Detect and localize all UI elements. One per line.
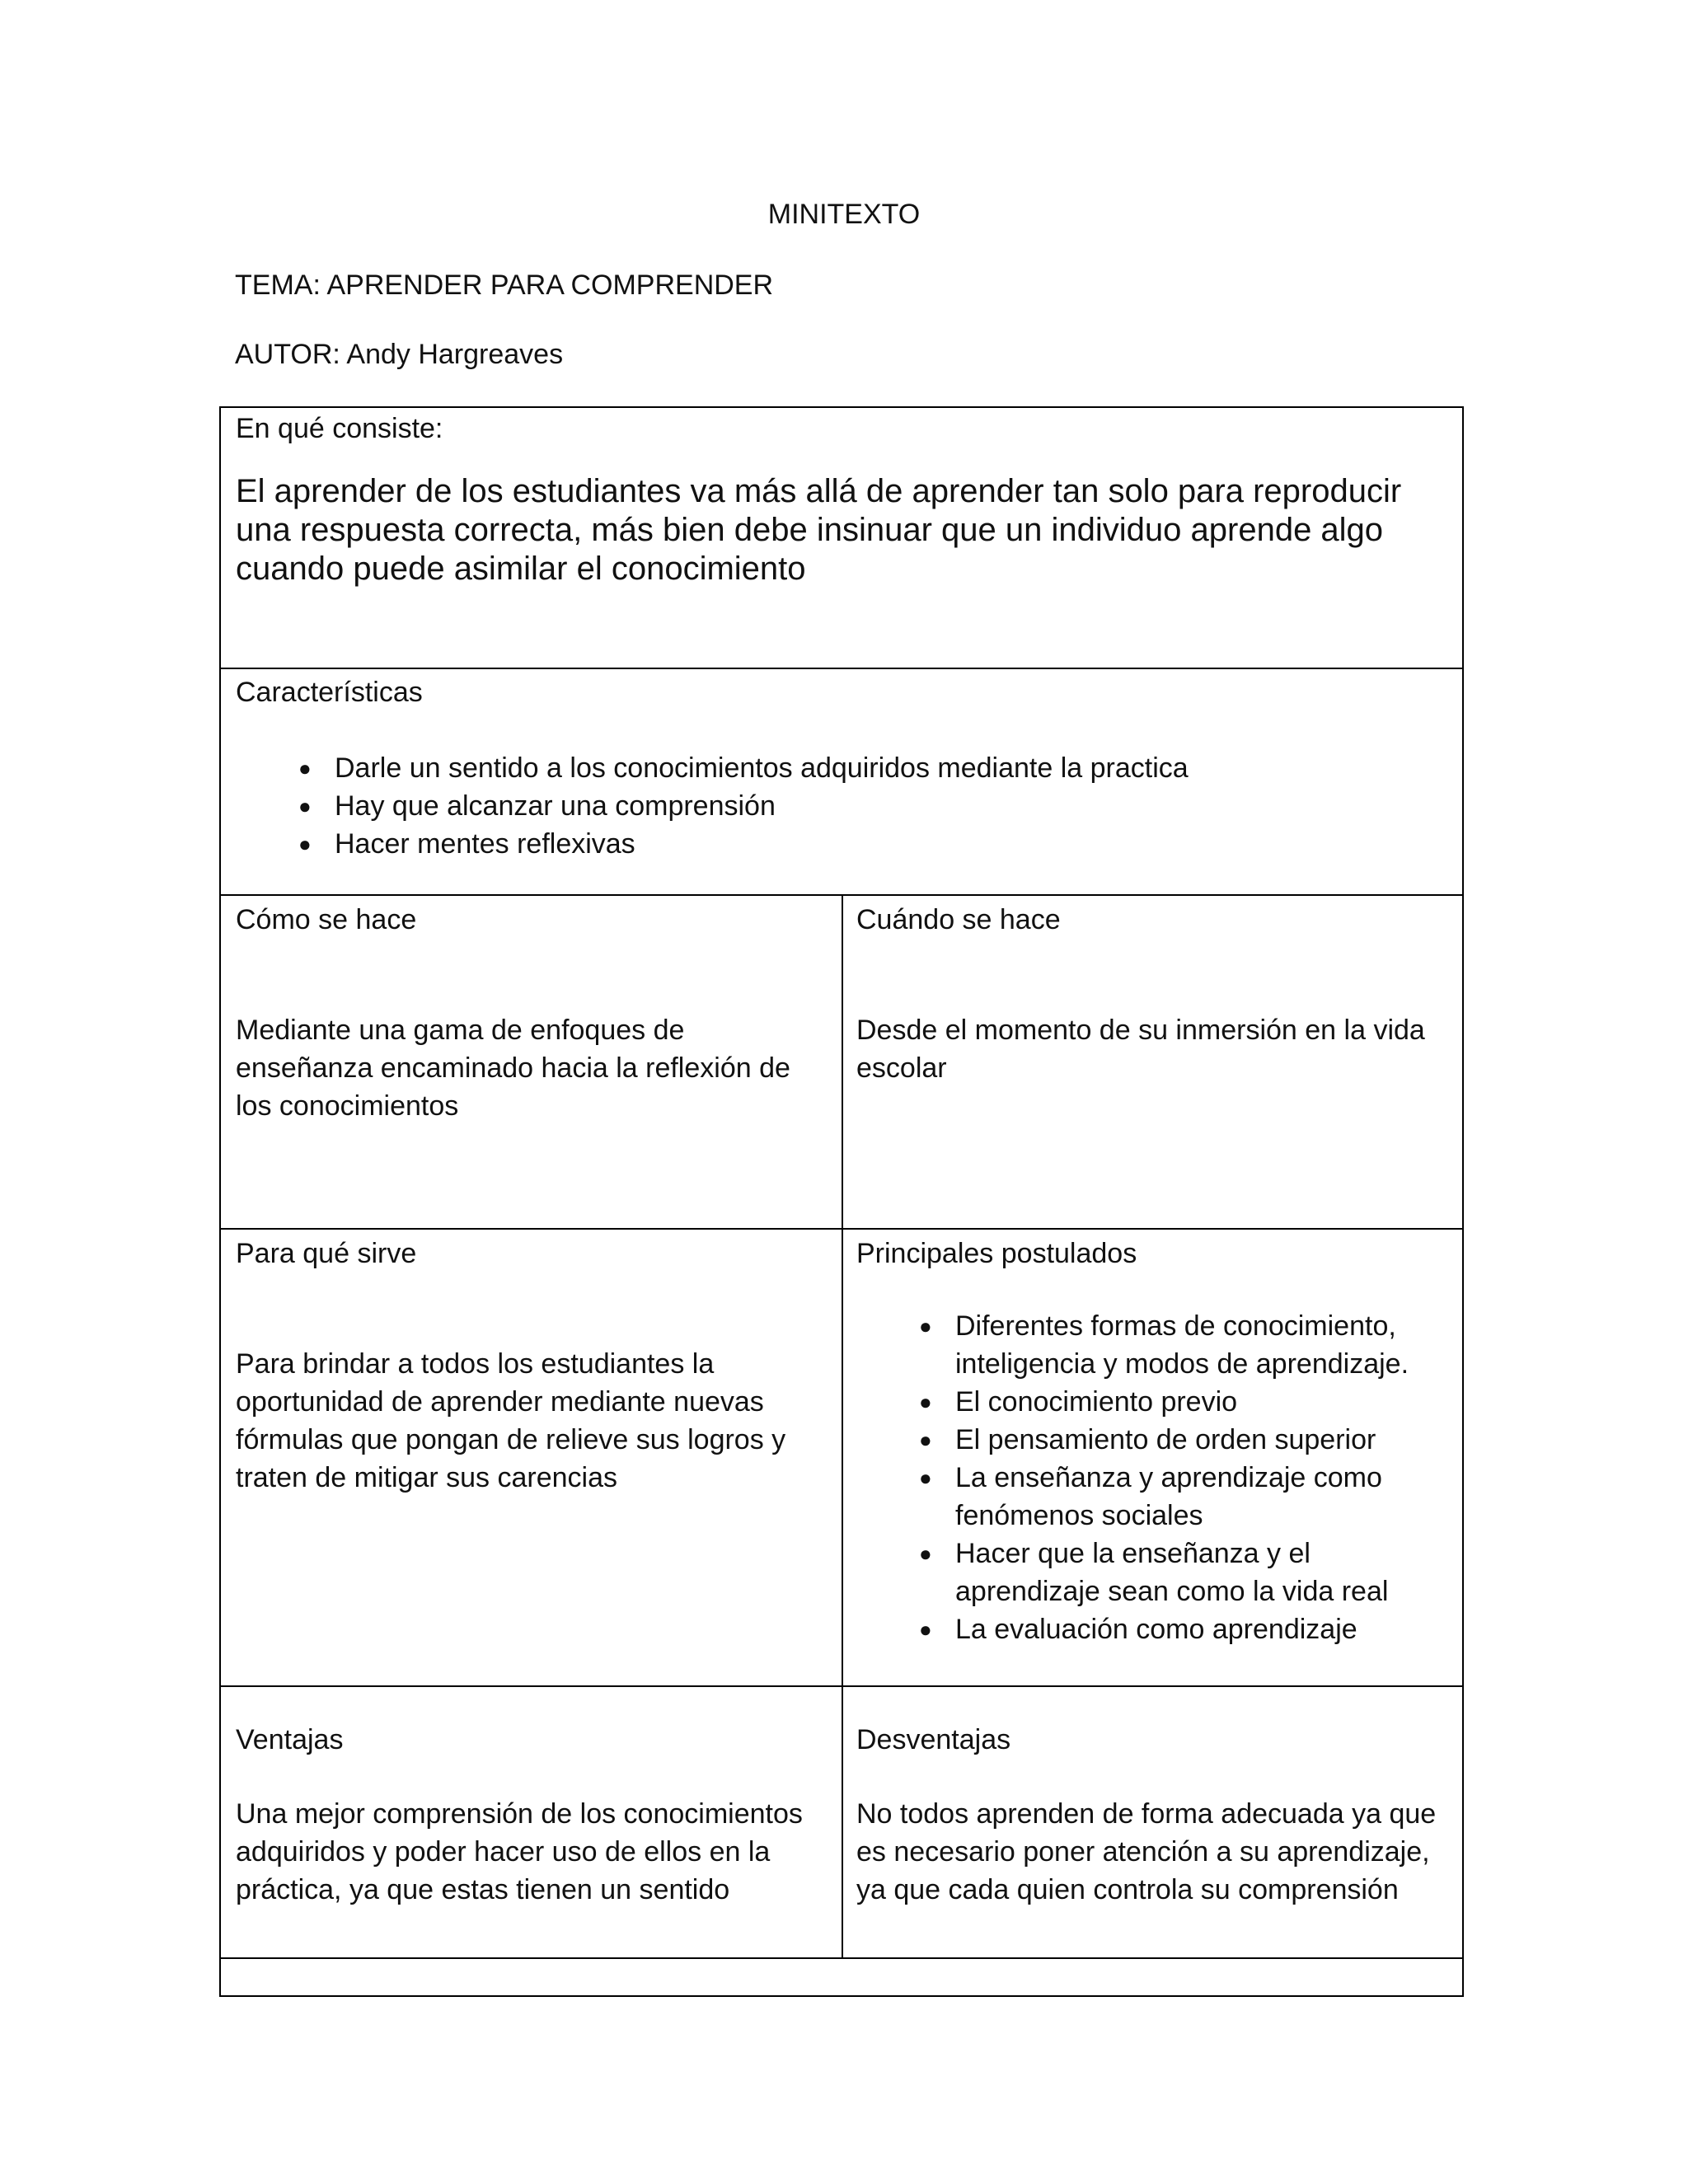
- para-que-label: Para qué sirve: [236, 1238, 417, 1269]
- como-label: Cómo se hace: [236, 904, 417, 935]
- caracteristicas-label: Características: [236, 677, 423, 708]
- postulados-label: Principales postulados: [856, 1238, 1137, 1269]
- list-item: ● La evaluación como aprendizaje: [856, 1610, 1454, 1648]
- consiste-label: En qué consiste:: [236, 413, 443, 444]
- bullet-icon: ●: [919, 1541, 932, 1566]
- topic-line: TEMA: APRENDER PARA COMPRENDER: [235, 269, 774, 301]
- list-item: ● Hay que alcanzar una comprensión: [236, 787, 1447, 825]
- desventajas-label: Desventajas: [856, 1724, 1011, 1755]
- bullet-icon: ●: [919, 1617, 932, 1642]
- bullet-icon: ●: [919, 1427, 932, 1452]
- bullet-icon: ●: [298, 756, 312, 780]
- cell-cuando: [856, 901, 1450, 1087]
- row-divider: [221, 668, 1462, 669]
- como-text: Mediante una gama de enfoques de enseñanza encaminado hacia la reflexión de los conocimientos: [236, 1015, 790, 1122]
- cuando-text: Desde el momento de su inmersión en la vida escolar: [856, 1015, 1425, 1084]
- cell-consiste: [236, 410, 1447, 588]
- list-item: ● Diferentes formas de conocimiento, inteligencia y modos de aprendizaje.: [856, 1307, 1454, 1383]
- ventajas-label: Ventajas: [236, 1724, 344, 1755]
- ventajas-text: Una mejor comprensión de los conocimientos adquiridos y poder hacer uso de ellos en la práctica, ya que estas tienen un sentido: [236, 1798, 803, 1905]
- bullet-icon: ●: [919, 1390, 932, 1414]
- bullet-icon: ●: [919, 1465, 932, 1490]
- desventajas-text: No todos aprenden de forma adecuada ya que es necesario poner atención a su aprendizaje, ya que cada quien controla su comprensión: [856, 1798, 1437, 1905]
- cell-desventajas: [856, 1721, 1450, 1909]
- list-item: ● Hacer que la enseñanza y el aprendizaje sean como la vida real: [856, 1535, 1454, 1610]
- list-item: ● Darle un sentido a los conocimientos adquiridos mediante la practica: [236, 749, 1447, 787]
- list-item: ● El pensamiento de orden superior: [856, 1421, 1454, 1459]
- consiste-text: El aprender de los estudiantes va más allá de aprender tan solo para reproducir una respuesta correcta, más bien debe insinuar que un individuo aprende algo cuando puede asimilar el conocimiento: [236, 473, 1402, 587]
- empty-row: [221, 1959, 1462, 1997]
- list-item: ● El conocimiento previo: [856, 1383, 1454, 1421]
- bullet-icon: ●: [298, 794, 312, 818]
- cell-para-que: [236, 1235, 829, 1497]
- column-divider: [842, 894, 843, 1957]
- list-item: ● Hacer mentes reflexivas: [236, 825, 1447, 863]
- caracteristicas-list: [236, 749, 1447, 863]
- bullet-icon: ●: [298, 832, 312, 856]
- cell-ventajas: [236, 1721, 829, 1909]
- cell-caracteristicas: [236, 673, 1447, 863]
- summary-table: [219, 406, 1464, 1997]
- cuando-label: Cuándo se hace: [856, 904, 1061, 935]
- cell-postulados: [856, 1235, 1454, 1648]
- cell-como: [236, 901, 829, 1125]
- postulados-list: [856, 1307, 1454, 1648]
- document-title: MINITEXTO: [767, 199, 921, 230]
- para-que-text: Para brindar a todos los estudiantes la oportunidad de aprender mediante nuevas fórmulas que pongan de relieve sus logros y traten de mitigar sus carencias: [236, 1348, 786, 1493]
- author-line: AUTOR: Andy Hargreaves: [235, 339, 564, 370]
- list-item: ● La enseñanza y aprendizaje como fenómenos sociales: [856, 1459, 1454, 1535]
- bullet-icon: ●: [919, 1314, 932, 1338]
